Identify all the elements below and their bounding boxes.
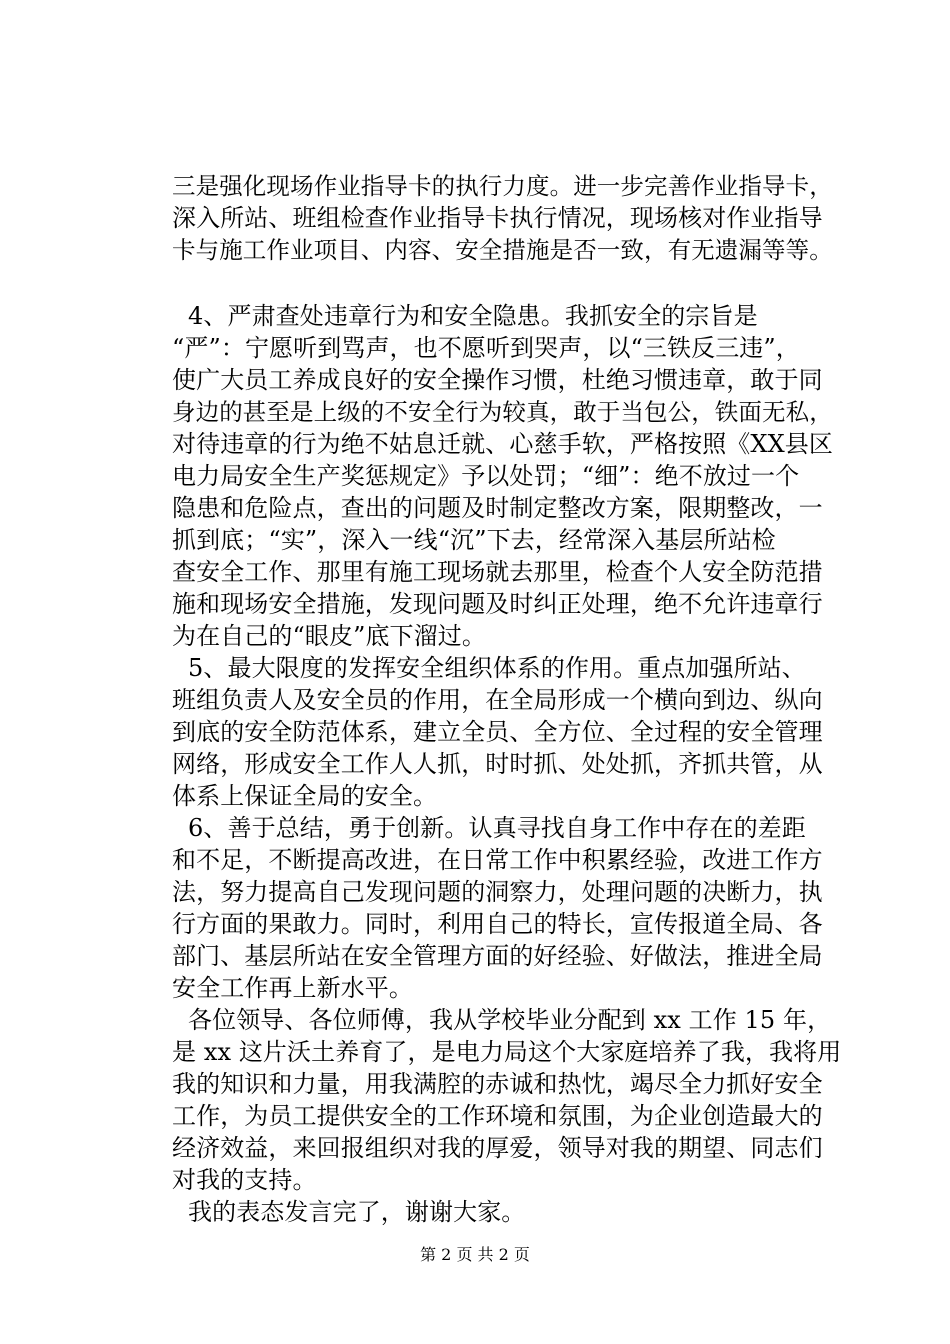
text-line: 安全工作再上新水平。 [172, 974, 413, 1002]
text-line: 到底的安全防范体系，建立全员、全方位、全过程的安全管理 [172, 718, 823, 746]
paragraph [172, 300, 842, 652]
text-line: 和不足，不断提高改进，在日常工作中积累经验，改进工作方 [172, 846, 823, 874]
text-line: 体系上保证全局的安全。 [172, 782, 438, 810]
text-line: 对我的支持。 [172, 1166, 317, 1194]
text-line: 我的知识和力量，用我满腔的赤诚和热忱，竭尽全力抓好安全 [172, 1070, 823, 1098]
paragraph [172, 170, 842, 266]
text-line: 查安全工作、那里有施工现场就去那里，检查个人安全防范措 [172, 558, 823, 586]
paragraph [172, 812, 842, 1004]
text-line: 部门、基层所站在安全管理方面的好经验、好做法，推进全局 [172, 942, 823, 970]
text-line: 经济效益，来回报组织对我的厚爱，领导对我的期望、同志们 [172, 1134, 823, 1162]
page-footer: 第 2 页 共 2 页 [420, 1245, 530, 1264]
text-line: 卡与施工作业项目、内容、安全措施是否一致，有无遗漏等等。 [172, 236, 833, 264]
text-line: 三是强化现场作业指导卡的执行力度。进一步完善作业指导卡， [172, 172, 833, 200]
text-line: 4、严肃查处违章行为和安全隐患。我抓安全的宗旨是 [188, 302, 758, 330]
text-line: 电力局安全生产奖惩规定》予以处罚；“细”：绝不放过一个 [172, 462, 800, 490]
text-line: 法，努力提高自己发现问题的洞察力，处理问题的决断力，执 [172, 878, 823, 906]
text-line: 6、善于总结，勇于创新。认真寻找自身工作中存在的差距 [188, 814, 806, 842]
text-line: “严”：宁愿听到骂声，也不愿听到哭声，以“三铁反三违”， [172, 334, 800, 362]
text-line: 身边的甚至是上级的不安全行为较真，敢于当包公，铁面无私， [172, 398, 833, 426]
text-line: 工作，为员工提供安全的工作环境和氛围，为企业创造最大的 [172, 1102, 823, 1130]
paragraph [172, 652, 842, 812]
text-line: 为在自己的“眼皮”底下溜过。 [172, 622, 486, 650]
paragraph [172, 1004, 842, 1196]
text-line: 行方面的果敢力。同时，利用自己的特长，宣传报道全局、各 [172, 910, 823, 938]
text-line: 使广大员工养成良好的安全操作习惯，杜绝习惯违章，敢于同 [172, 366, 823, 394]
text-line: 施和现场安全措施，发现问题及时纠正处理，绝不允许违章行 [172, 590, 823, 618]
text-line: 网络，形成安全工作人人抓，时时抓、处处抓，齐抓共管，从 [172, 750, 823, 778]
text-line: 对待违章的行为绝不姑息迁就、心慈手软，严格按照《XX县区 [172, 430, 833, 458]
text-line: 班组负责人及安全员的作用，在全局形成一个横向到边、纵向 [172, 686, 823, 714]
text-line: 深入所站、班组检查作业指导卡执行情况，现场核对作业指导 [172, 204, 823, 232]
text-line: 我的表态发言完了，谢谢大家。 [188, 1198, 526, 1226]
text-line: 各位领导、各位师傅，我从学校毕业分配到 xx 工作 15 年， [188, 1006, 832, 1034]
document-body [172, 170, 842, 1228]
text-line: 5、最大限度的发挥安全组织体系的作用。重点加强所站、 [188, 654, 806, 682]
text-line: 隐患和危险点，查出的问题及时制定整改方案，限期整改，一 [172, 494, 823, 522]
paragraph-spacer [172, 266, 842, 300]
paragraph [172, 1196, 842, 1228]
text-line: 是 xx 这片沃土养育了，是电力局这个大家庭培养了我，我将用 [172, 1038, 842, 1066]
text-line: 抓到底；“实”，深入一线“沉”下去，经常深入基层所站检 [172, 526, 776, 554]
